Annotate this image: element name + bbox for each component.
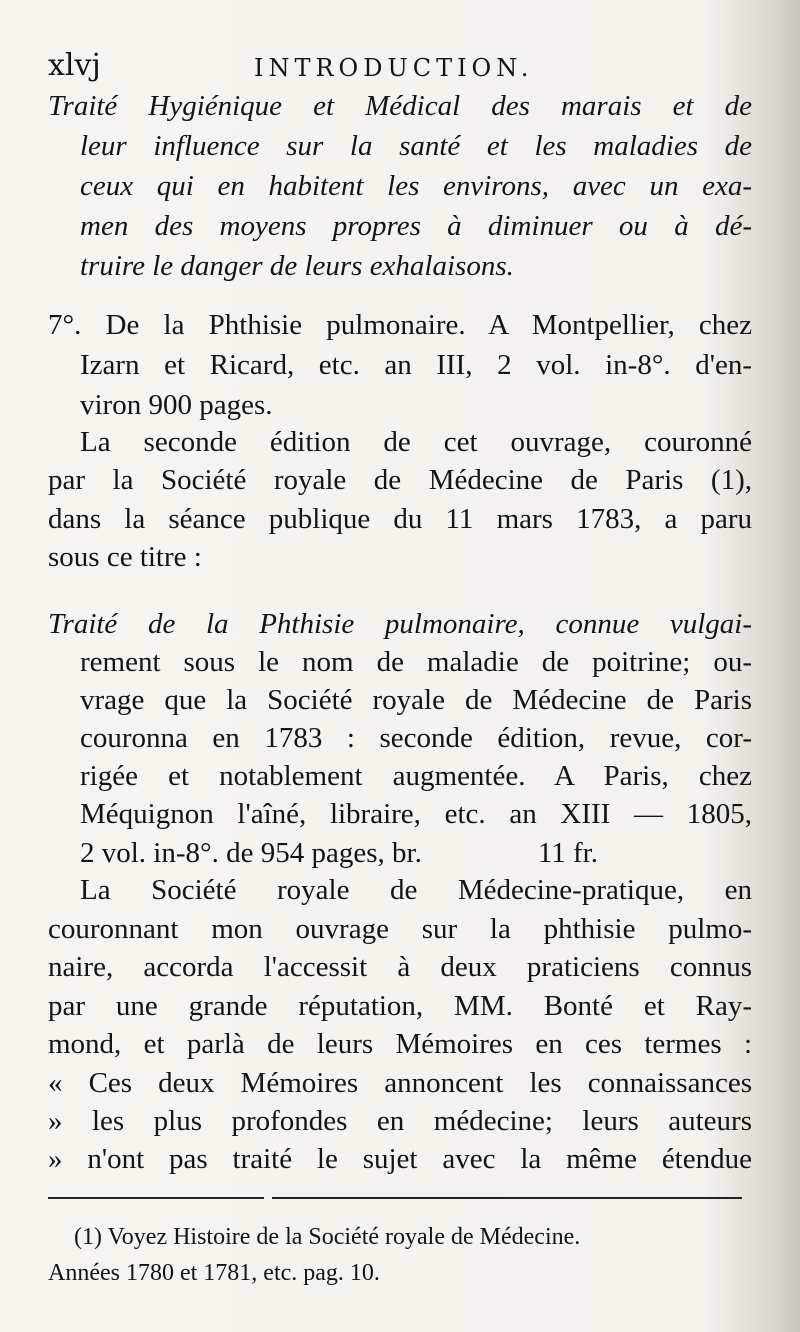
- body-line: sous ce titre :: [48, 541, 202, 573]
- body-line: dans la séance publique du 11 mars 1783, a paru: [48, 503, 752, 535]
- body-line: La seconde édition de cet ouvrage, couronné: [80, 426, 752, 458]
- page-number: xlvj: [48, 48, 101, 83]
- body-line: 7°. De la Phthisie pulmonaire. A Montpellier, chez: [48, 309, 752, 341]
- running-title: INTRODUCTION.: [254, 54, 534, 82]
- body-line: « Ces deux Mémoires annoncent les connaissances: [48, 1067, 752, 1099]
- body-line: ceux qui en habitent les environs, avec un exa-: [80, 170, 752, 202]
- body-line: mond, et parlà de leurs Mémoires en ces termes :: [48, 1028, 752, 1060]
- footnote-line: (1) Voyez Histoire de la Société royale de Médecine.: [74, 1224, 581, 1250]
- body-line: Traité de la Phthisie pulmonaire, connue vulgai-: [48, 608, 752, 640]
- page-header: [48, 46, 748, 86]
- body-line: vrage que la Société royale de Médecine de Paris: [80, 684, 752, 716]
- footnote-rule: [272, 1197, 742, 1199]
- body-line: truire le danger de leurs exhalaisons.: [80, 250, 514, 282]
- body-line: Traité Hygiénique et Médical des marais et de: [48, 90, 752, 122]
- body-line: viron 900 pages.: [80, 389, 273, 421]
- body-line: couronnant mon ouvrage sur la phthisie pulmo-: [48, 913, 752, 945]
- body-line: leur influence sur la santé et les maladies de: [80, 130, 752, 162]
- body-line: Méquignon l'aîné, libraire, etc. an XIII — 1805,: [80, 798, 752, 830]
- body-line: rement sous le nom de maladie de poitrine; ou-: [80, 646, 752, 678]
- footnote-rule: [48, 1197, 264, 1199]
- body-line: par une grande réputation, MM. Bonté et Ray-: [48, 990, 752, 1022]
- body-line: par la Société royale de Médecine de Paris (1),: [48, 464, 752, 496]
- body-line: couronna en 1783 : seconde édition, revue, cor-: [80, 722, 752, 754]
- body-line: men des moyens propres à diminuer ou à dé-: [80, 210, 752, 242]
- body-line: naire, accorda l'accessit à deux praticiens connus: [48, 951, 752, 983]
- body-line: » n'ont pas traité le sujet avec la même étendue: [48, 1143, 752, 1175]
- body-line: » les plus profondes en médecine; leurs auteurs: [48, 1105, 752, 1137]
- footnote-line: Années 1780 et 1781, etc. pag. 10.: [48, 1260, 380, 1286]
- body-line: rigée et notablement augmentée. A Paris, chez: [80, 760, 752, 792]
- body-line: 2 vol. in-8°. de 954 pages, br. 11 fr.: [80, 837, 598, 869]
- body-line: La Société royale de Médecine-pratique, en: [80, 874, 752, 906]
- body-line: Izarn et Ricard, etc. an III, 2 vol. in-8°. d'en-: [80, 349, 752, 381]
